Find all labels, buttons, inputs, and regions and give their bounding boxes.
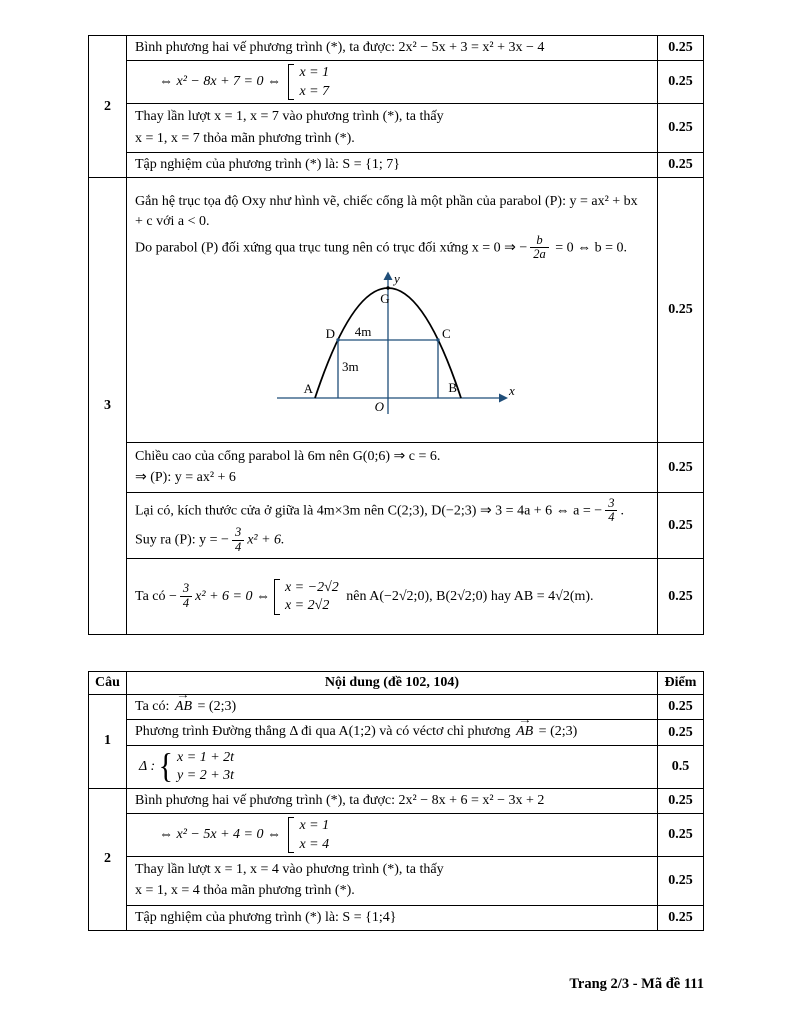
equation-pre: Δ : [139,758,156,774]
equation-line [159,816,333,854]
solution-step [127,720,658,745]
question-number: 1 [89,695,127,789]
solution-step [127,559,658,635]
points-cell: 0.5 [658,745,704,788]
vector-ab: AB → [514,722,535,742]
equation-pre: Suy ra (P): y = − [135,532,229,548]
question-number: 2 [89,36,127,178]
table-row [89,493,704,559]
equation-pre: ⇔ x² − 5x + 4 = 0 ⇔ [159,827,281,843]
case-line: x = 1 + 2t [177,749,235,765]
case-line: x = 1 [299,818,330,834]
case-stack [299,817,329,853]
table-row [89,178,704,443]
step-text: Bình phương hai vế phương trình (*), ta được: 2x² − 5x + 3 = x² + 3x − 4 [135,40,545,55]
step-text: ⇒ (P): y = ax² + 6 [135,470,236,486]
figure-label-x: x [509,383,515,399]
step-text: x = 1, x = 4 thỏa mãn phương trình (*). [135,883,355,899]
header-diem: Điểm [658,672,704,695]
solution-step [127,857,658,906]
fraction-denominator: 4 [234,539,242,554]
table-row [89,36,704,61]
equation-pre: Do parabol (P) đối xứng qua trục tung nên có trục đối xứng x = 0 ⇒ − [135,240,528,256]
y-axis-arrow-icon [384,272,393,281]
step-text: Ta có: [135,699,173,715]
curly-brace-icon: { [158,747,174,786]
case-line: x = 2√2 [284,598,330,614]
solution-step [127,152,658,177]
solution-step [127,814,658,857]
points-cell: 0.25 [658,443,704,493]
equation-post: = 0 ⇔ b = 0. [551,240,628,256]
answer-table-page2 [88,35,704,635]
parabola-figure [263,270,521,420]
solution-step [127,493,658,559]
equation-pre: ⇔ x² − 8x + 7 = 0 ⇔ [159,74,281,90]
solution-step [127,788,658,813]
points-cell: 0.25 [658,152,704,177]
figure-label-y: y [394,271,400,287]
points-cell: 0.25 [658,814,704,857]
solution-step [127,695,658,720]
points-cell: 0.25 [658,493,704,559]
fraction-denominator: 2a [533,247,546,262]
step-text: Thay lần lượt x = 1, x = 7 vào phương trình (*), ta thấy [135,109,444,125]
equation-line [159,63,333,101]
points-cell: 0.25 [658,178,704,443]
points-cell: 0.25 [658,905,704,930]
page-footer: Trang 2/3 - Mã đề 111 [569,975,704,992]
case-line: x = 4 [299,836,330,852]
figure-label-c: C [442,326,451,342]
fraction [530,234,549,263]
points-cell: 0.25 [658,104,704,153]
square-bracket-icon [288,64,294,100]
step-text: Gắn hệ trục tọa độ Oxy như hình vẽ, chiếc cổng là một phần của parabol (P): y = ax² + bx + c với a < 0. [135,193,638,230]
figure-label-o: O [374,399,384,415]
figure-label-g: G [380,291,390,307]
step-text [135,497,649,526]
fraction-denominator: 4 [608,510,615,525]
equation-mid: x² + 6 = 0 ⇔ [195,588,270,604]
case-line: x = −2√2 [284,579,339,595]
figure-label-height: 3m [342,359,359,375]
cases-group [288,817,329,853]
point-c-marker [436,338,439,341]
point-d-marker [336,338,339,341]
equation-pre: Ta có − [135,588,177,604]
solution-step [127,443,658,493]
step-text: = (2;3) [194,699,237,715]
step-text: = (2;3) [535,724,578,740]
figure-label-b: B [448,380,457,396]
fraction-numerator: b [530,234,549,249]
step-text [135,526,649,555]
case-stack [299,64,329,100]
step-text [135,234,649,263]
fraction-numerator: 3 [180,582,192,597]
step-text: Phương trình Đường thẳng Δ đi qua A(1;2) và có véctơ chỉ phương [135,724,515,740]
step-text: x = 1, x = 7 thỏa mãn phương trình (*). [135,130,355,146]
table-row [89,720,704,745]
header-noi-dung: Nội dung (đề 102, 104) [127,672,658,695]
case-stack [285,579,339,615]
cases-group [288,64,329,100]
table-row [89,152,704,177]
equation-post: . [620,503,624,519]
table-row [89,61,704,104]
table-row [89,104,704,153]
solution-step [127,905,658,930]
table-row [89,857,704,906]
solution-step [127,178,658,443]
cases-group [274,579,339,615]
figure-label-d: D [325,326,335,342]
equation-pre: Lại có, kích thước cửa ở giữa là 4m×3m nên C(2;3), D(−2;3) ⇒ 3 = 4a + 6 ⇔ a = − [135,503,603,519]
points-cell: 0.25 [658,61,704,104]
points-cell: 0.25 [658,788,704,813]
step-text: Tập nghiệm của phương trình (*) là: S = {1;4} [135,909,397,925]
step-text: Thay lần lượt x = 1, x = 4 vào phương trình (*), ta thấy [135,862,444,878]
points-cell: 0.25 [658,559,704,635]
case-stack [177,749,234,785]
table-row [89,695,704,720]
points-cell: 0.25 [658,720,704,745]
fraction [180,582,192,611]
solution-step [127,745,658,788]
case-line: x = 7 [299,83,330,99]
fraction-numerator: 3 [605,497,617,512]
table-row [89,905,704,930]
table-row [89,814,704,857]
step-text: Tập nghiệm của phương trình (*) là: S = {1; 7} [135,156,400,172]
fraction [605,497,617,526]
equation-post: x² + 6. [247,532,285,548]
square-bracket-icon [274,579,280,615]
fraction-numerator: 3 [232,526,244,541]
system-group [139,749,234,785]
table-row [89,443,704,493]
table-row [89,559,704,635]
case-line: y = 2 + 3t [177,768,235,784]
step-text: Chiều cao của cổng parabol là 6m nên G(0;6) ⇒ c = 6. [135,448,441,464]
equation-post: nên A(−2√2;0), B(2√2;0) hay AB = 4√2(m). [342,588,594,604]
square-bracket-icon [288,817,294,853]
figure-label-width: 4m [354,324,372,340]
case-line: x = 1 [299,65,330,81]
step-text: Bình phương hai vế phương trình (*), ta được: 2x² − 8x + 6 = x² − 3x + 2 [135,792,545,808]
header-cau: Câu [89,672,127,695]
question-number: 3 [89,178,127,635]
table-row [89,745,704,788]
x-axis-arrow-icon [499,394,508,403]
solution-step [127,61,658,104]
table-row [89,788,704,813]
answer-table-de102-104 [88,671,704,931]
vector-ab: AB → [173,697,194,717]
fraction-denominator: 4 [182,596,190,611]
vertex-point [386,286,389,289]
solution-step [127,36,658,61]
points-cell: 0.25 [658,695,704,720]
points-cell: 0.25 [658,36,704,61]
figure-label-a: A [303,381,313,397]
solution-step [127,104,658,153]
figure-container [135,270,649,427]
points-cell: 0.25 [658,857,704,906]
fraction [232,526,244,555]
question-number: 2 [89,788,127,930]
